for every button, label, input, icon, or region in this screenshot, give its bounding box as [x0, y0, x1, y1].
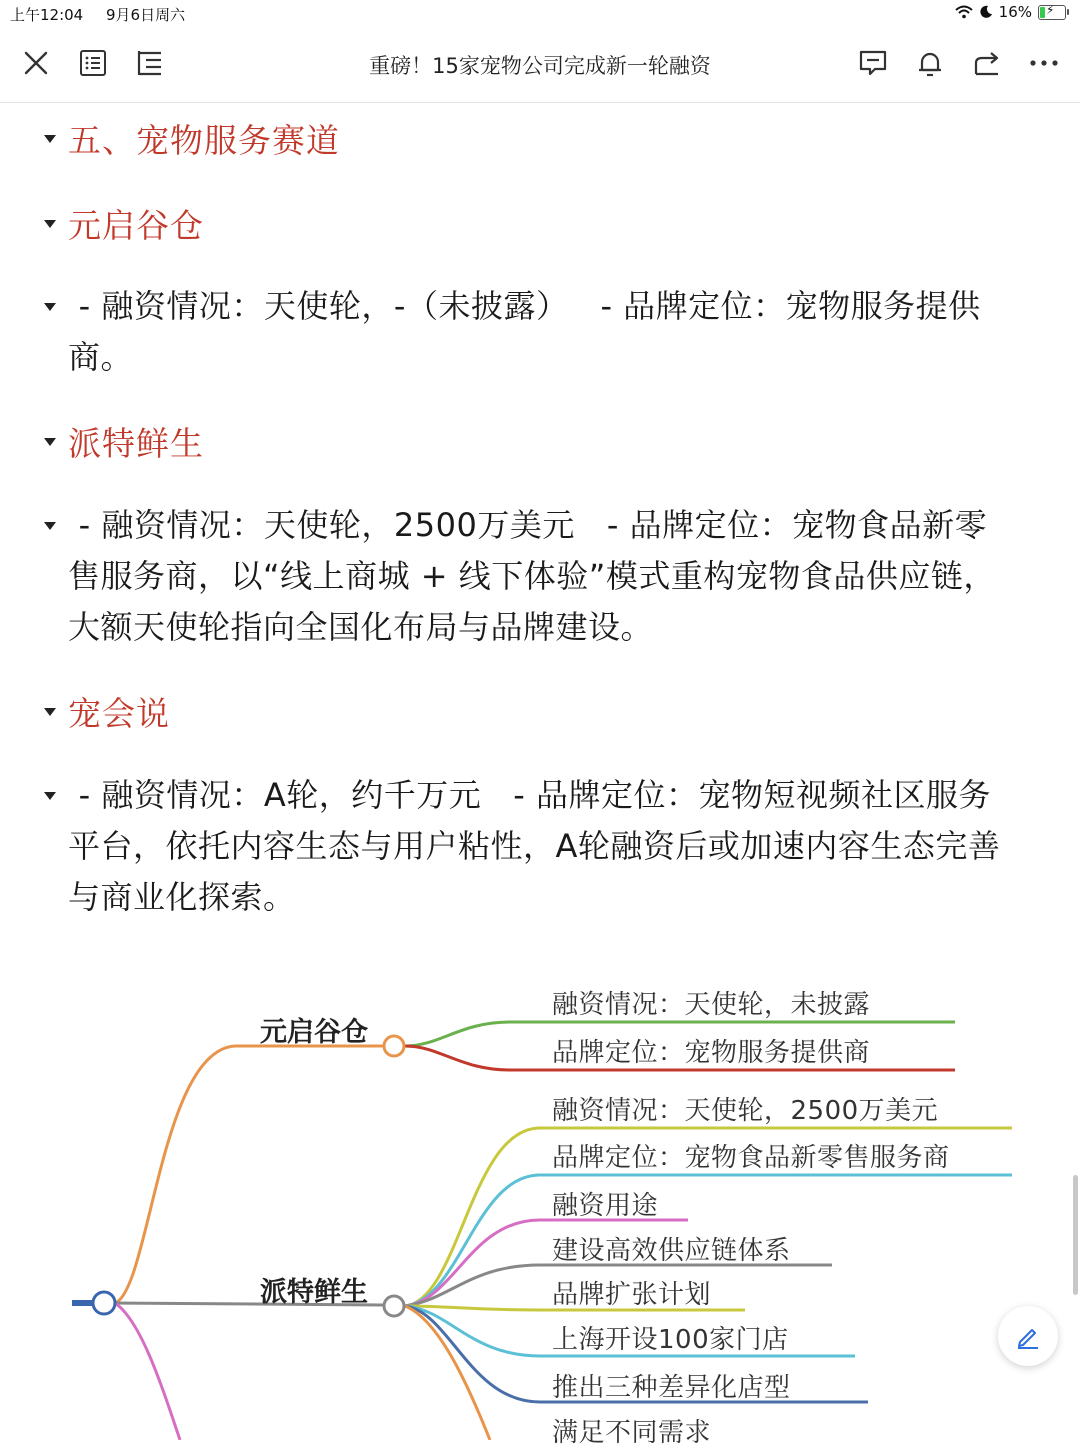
- company-detail: - 融资情况：A轮，约千万元 - 品牌定位：宠物短视频社区服务平台，依托内容生态与用户粘性，A轮融资后或加速内容生态完善与商业化探索。: [68, 776, 1001, 916]
- company-heading: 元启谷仓: [68, 206, 204, 245]
- collapse-triangle-icon[interactable]: [44, 135, 56, 143]
- mind-map-leaf: 融资用途: [552, 1191, 659, 1221]
- close-icon[interactable]: [19, 46, 53, 80]
- mind-map-leaf: 融资情况：天使轮，未披露: [552, 990, 871, 1020]
- section-heading: 五、宠物服务赛道: [68, 121, 340, 160]
- mind-map-leaf: 品牌定位：宠物服务提供商: [552, 1038, 871, 1068]
- more-icon[interactable]: [1027, 46, 1061, 80]
- edit-button[interactable]: [998, 1306, 1058, 1366]
- status-bar: [0, 0, 1080, 28]
- mind-map-node: 派特鲜生: [260, 1277, 368, 1308]
- battery-percent: 16%: [998, 3, 1032, 21]
- node-circle: [384, 1296, 404, 1316]
- root-node-circle: [93, 1292, 115, 1314]
- company-heading: 派特鲜生: [68, 424, 204, 463]
- status-date: 9月6日周六: [106, 6, 186, 24]
- document-title: 重磅！15家宠物公司完成新一轮融资: [369, 54, 711, 78]
- collapse-triangle-icon[interactable]: [44, 220, 56, 228]
- collapse-triangle-icon[interactable]: [44, 792, 56, 800]
- mind-map-connectors: [0, 960, 1080, 1440]
- mind-map-node: 元启谷仓: [260, 1017, 368, 1048]
- mind-map-leaf: 满足不同需求: [552, 1418, 712, 1448]
- bell-icon[interactable]: [913, 46, 947, 80]
- collapse-triangle-icon[interactable]: [44, 708, 56, 716]
- status-time: 上午12:04: [10, 6, 84, 24]
- collapse-triangle-icon[interactable]: [44, 303, 56, 311]
- company-heading: 宠会说: [68, 694, 170, 733]
- moon-icon: [979, 5, 993, 19]
- mind-map-leaf: 推出三种差异化店型: [552, 1373, 791, 1403]
- wifi-icon: [955, 5, 973, 19]
- mind-map-leaf: 建设高效供应链体系: [552, 1236, 791, 1266]
- mind-map-leaf: 融资情况：天使轮，2500万美元: [552, 1096, 939, 1126]
- battery-icon: ⚡: [1038, 5, 1066, 20]
- mind-map-leaf: 上海开设100家门店: [552, 1325, 789, 1355]
- mind-map: [0, 960, 1080, 1448]
- company-detail: - 融资情况：天使轮，-（未披露） - 品牌定位：宠物服务提供商。: [68, 287, 981, 376]
- outline-icon[interactable]: [133, 46, 167, 80]
- document-toolbar: [0, 28, 1080, 103]
- company-detail: - 融资情况：天使轮，2500万美元 - 品牌定位：宠物食品新零售服务商，以“线上商城 + 线下体验”模式重构宠物食品供应链，大额天使轮指向全国化布局与品牌建设。: [68, 506, 996, 646]
- collapse-triangle-icon[interactable]: [44, 438, 56, 446]
- pencil-icon: [1014, 1322, 1042, 1350]
- node-circle: [384, 1036, 404, 1056]
- scrollbar[interactable]: [1073, 1175, 1078, 1295]
- list-view-icon[interactable]: [76, 46, 110, 80]
- comment-icon[interactable]: [856, 46, 890, 80]
- mind-map-leaf: 品牌扩张计划: [552, 1280, 712, 1310]
- collapse-triangle-icon[interactable]: [44, 522, 56, 530]
- share-icon[interactable]: [970, 46, 1004, 80]
- mind-map-leaf: 品牌定位：宠物食品新零售服务商: [552, 1143, 950, 1173]
